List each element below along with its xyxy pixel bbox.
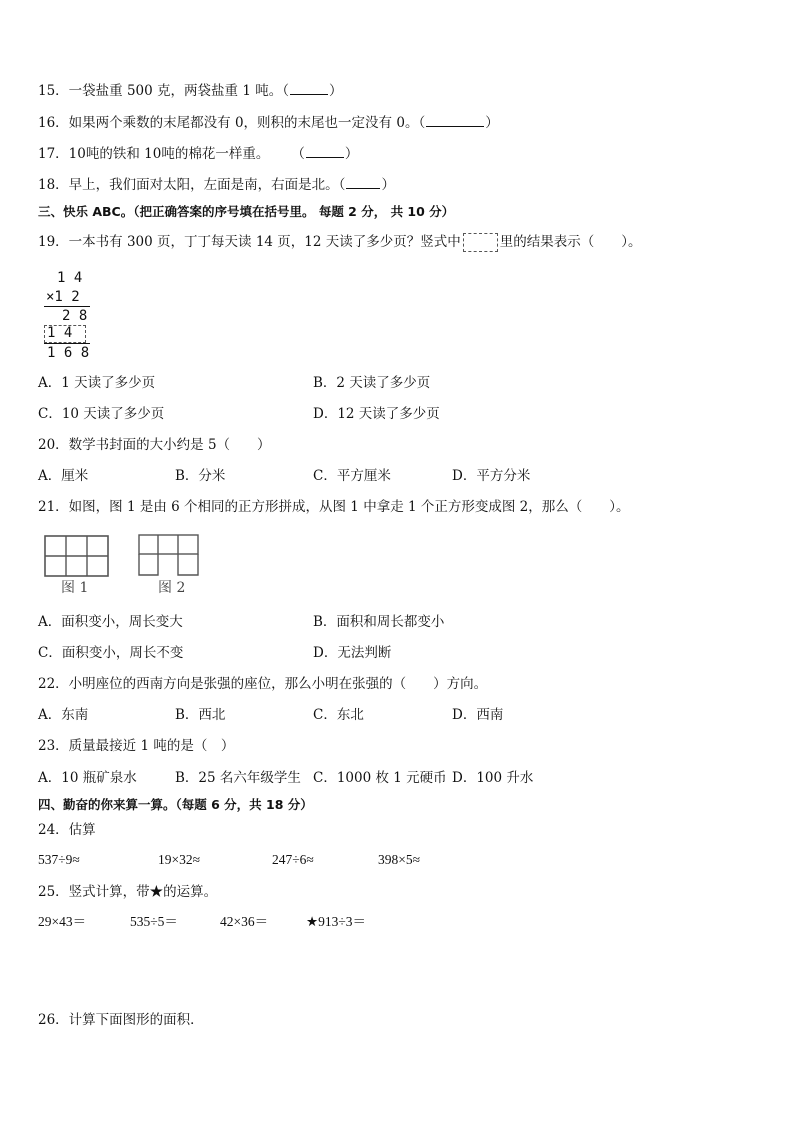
option-c[interactable]: C．平方厘米 [313,468,391,484]
question-26: 26．计算下面图形的面积． [38,1012,204,1028]
question-25: 25．竖式计算，带★的运算。 [38,884,218,900]
question-19: 19．一本书有 300 页，丁丁每天读 14 页，12 天读了多少页？竖式中 里的结果表示（ ）。 [38,234,642,250]
question-17: 17．10吨的铁和 10吨的棉花一样重。 （ ） [38,146,359,162]
figure-1-label: 图 1 [61,580,89,596]
option-b[interactable]: B．分米 [175,468,226,484]
calculation-item: 29×43＝ [38,914,87,929]
estimate-item: 398×5≈ [378,852,421,867]
section-heading-3: 三、快乐 ABC。（把正确答案的序号填在括号里。 每题 2 分， 共 10 分） [38,204,455,219]
answer-blank[interactable] [426,114,484,127]
option-a[interactable]: A．面积变小，周长变大 [38,614,183,630]
vertical-multiplication [42,270,102,365]
option-d[interactable]: D．平方分米 [452,468,531,484]
option-c[interactable]: C．10 天读了多少页 [38,406,165,422]
answer-blank[interactable] [346,176,380,189]
question-19-text: 19．一本书有 300 页，丁丁每天读 14 页，12 天读了多少页？竖式中 [38,234,461,250]
option-d[interactable]: D．12 天读了多少页 [313,406,440,422]
answer-blank[interactable] [290,82,328,95]
vm-row-1: 1 4 [57,270,83,286]
question-20: 20．数学书封面的大小约是 5（ ） [38,437,271,453]
calculation-item: ★913÷3＝ [306,914,367,929]
question-17-text: 17．10吨的铁和 10吨的棉花一样重。 [38,146,270,162]
option-b[interactable]: B．2 天读了多少页 [313,375,431,391]
section-heading-4: 四、勤奋的你来算一算。（每题 6 分，共 18 分） [38,797,313,812]
estimate-item: 19×32≈ [158,852,201,867]
option-b[interactable]: B．西北 [175,707,226,723]
option-d[interactable]: D．100 升水 [452,770,534,786]
option-a[interactable]: A．10 瓶矿泉水 [38,770,137,786]
question-21: 21．如图，图 1 是由 6 个相同的正方形拼成，从图 1 中拿走 1 个正方形变成图 2，那么（ ）。 [38,499,630,515]
option-a[interactable]: A．厘米 [38,468,89,484]
question-18: 18．早上，我们面对太阳，左面是南，右面是北。（ ） [38,177,395,193]
estimate-item: 247÷6≈ [272,852,314,867]
option-c[interactable]: C．1000 枚 1 元硬币 [313,770,447,786]
question-15: 15．一袋盐重 500 克，两袋盐重 1 吨。（ ） [38,83,343,99]
vm-row-2: ×1 2 [46,289,80,305]
estimate-item: 537÷9≈ [38,852,80,867]
option-b[interactable]: B．面积和周长都变小 [313,614,445,630]
vm-row-3: 2 8 [62,308,88,324]
figure-1-grid [44,535,110,579]
figure-2-grid [136,533,202,579]
option-d[interactable]: D．西南 [452,707,504,723]
question-16: 16．如果两个乘数的末尾都没有 0，则积的末尾也一定没有 0。（ ） [38,115,499,131]
question-18-text: 18．早上，我们面对太阳，左面是南，右面是北。（ [38,177,346,193]
option-d[interactable]: D．无法判断 [313,645,392,661]
figure-2-label: 图 2 [158,580,186,596]
question-16-text: 16．如果两个乘数的末尾都没有 0，则积的末尾也一定没有 0。（ [38,115,426,131]
option-a[interactable]: A．东南 [38,707,89,723]
option-c[interactable]: C．面积变小，周长不变 [38,645,184,661]
option-b[interactable]: B．25 名六年级学生 [175,770,301,786]
answer-blank[interactable] [306,145,344,158]
calculation-item: 535÷5＝ [130,914,178,929]
question-23: 23．质量最接近 1 吨的是（ ） [38,738,235,754]
question-22: 22．小明座位的西南方向是张强的座位，那么小明在张强的（ ）方向。 [38,676,488,692]
option-a[interactable]: A．1 天读了多少页 [38,375,156,391]
question-24: 24．估算 [38,822,96,838]
vm-row-4: 1 4 [47,325,73,341]
dashed-box [463,233,498,252]
vm-row-5: 1 6 8 [47,345,90,361]
question-15-text: 15．一袋盐重 500 克，两袋盐重 1 吨。（ [38,83,289,99]
option-c[interactable]: C．东北 [313,707,364,723]
calculation-item: 42×36＝ [220,914,269,929]
